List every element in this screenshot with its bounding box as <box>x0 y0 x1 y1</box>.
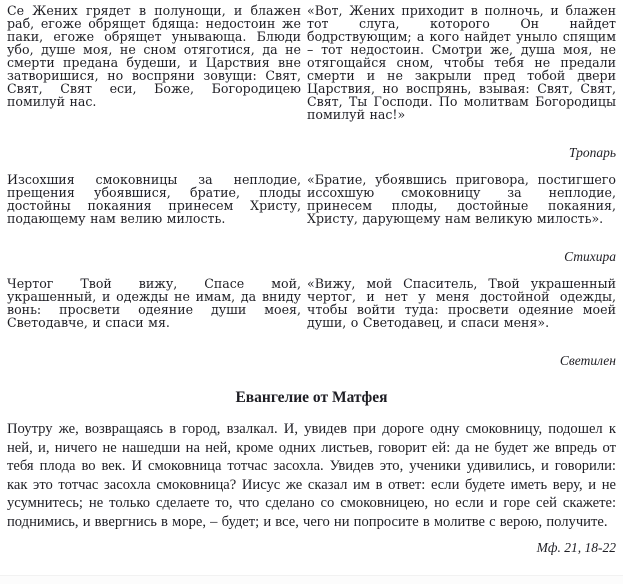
svetilen-russian-translation-text: «Вижу, мой Спаситель, Твой украшенный чертог, и нет у меня достойной одежды, чтобы войти туда: просвети одеяние моей души, о Светодавец, и спаси меня». <box>307 276 616 330</box>
gospel-heading: Евангелие от Матфея <box>235 389 388 406</box>
troparion-section <box>7 4 616 160</box>
sticheron-columns <box>7 173 616 225</box>
sticheron-section <box>7 173 616 264</box>
sticheron-russian-translation-text: «Братие, убоявшись приговора, постигшего иссохшую смоковницу за неплодие, принесем плоды, достойные покаяния, Христу, дарующему нам великую милость». <box>307 172 616 226</box>
gospel-passage-text: Поутру же, возвращаясь в город, взалкал. И, увидев при дороге одну смоковницу, подошел к ней, и, ничего не нашедши на ней, кроме одних листьев, говорит ей: да не будет же впредь от тебя плода во век. И смоковница тотчас засохла. Увидев это, ученики удивились, и говорили: как это тотчас засохла смоковница? Иисус же сказал им в ответ: если будете иметь веру, и не усумнитесь; не только сделаете то, что сделано со смоковницею, но если и горе сей скажете: поднимись, и ввергнись в море, – будет; и все, чего ни попросите в молитве с верою, получите. <box>7 421 616 530</box>
gospel-reference: Мф. 21, 18-22 <box>536 540 616 555</box>
svetilen-church-slavonic-text: Чертог Твой вижу, Спасе мой, украшенный, и одежды не имам, да вниду вонь: просвети одеяние души моея, Светодавче, и спаси мя. <box>7 276 301 330</box>
sticheron-church-slavonic-text: Изсохшия смоковницы за неплодие, прещения убоявшися, братие, плоды достойны покаяния принесем Христу, подающему нам велию милость. <box>7 172 301 226</box>
troparion-russian-translation-text: «Вот, Жених приходит в полночь, и блажен тот слуга, которого Он найдет бодрствующим; а кого найдет уныло спящим – тот недостоин. Смотри же, душа моя, не отягощайся сном, чтобы тебя не предали смерти и не закрыли пред тобой двери Царствия, но воспрянь, взывая: Свят, Свят, Свят, Ты Господи. По молитвам Богородицы помилуй нас!» <box>307 3 616 122</box>
svetilen-section <box>7 277 616 368</box>
troparion-church-slavonic-text: Се Жених грядет в полунощи, и блажен раб, егоже обрящет бдяща: недостоин же паки, егоже обрящет унывающа. Блюди убо, душе моя, не сном отяготися, да не смерти предана будеши, и Царствия вне затворишися, но воспряни зовущи: Свят, Свят, Свят еси, Боже, Богородицею помилуй нас. <box>7 3 301 109</box>
troparion-columns <box>7 4 616 121</box>
svetilen-label: Светилен <box>559 353 616 368</box>
page-bottom-edge-line <box>0 575 623 584</box>
svetilen-columns <box>7 277 616 329</box>
troparion-label: Тропарь <box>568 145 616 160</box>
sticheron-label: Стихира <box>564 249 616 264</box>
